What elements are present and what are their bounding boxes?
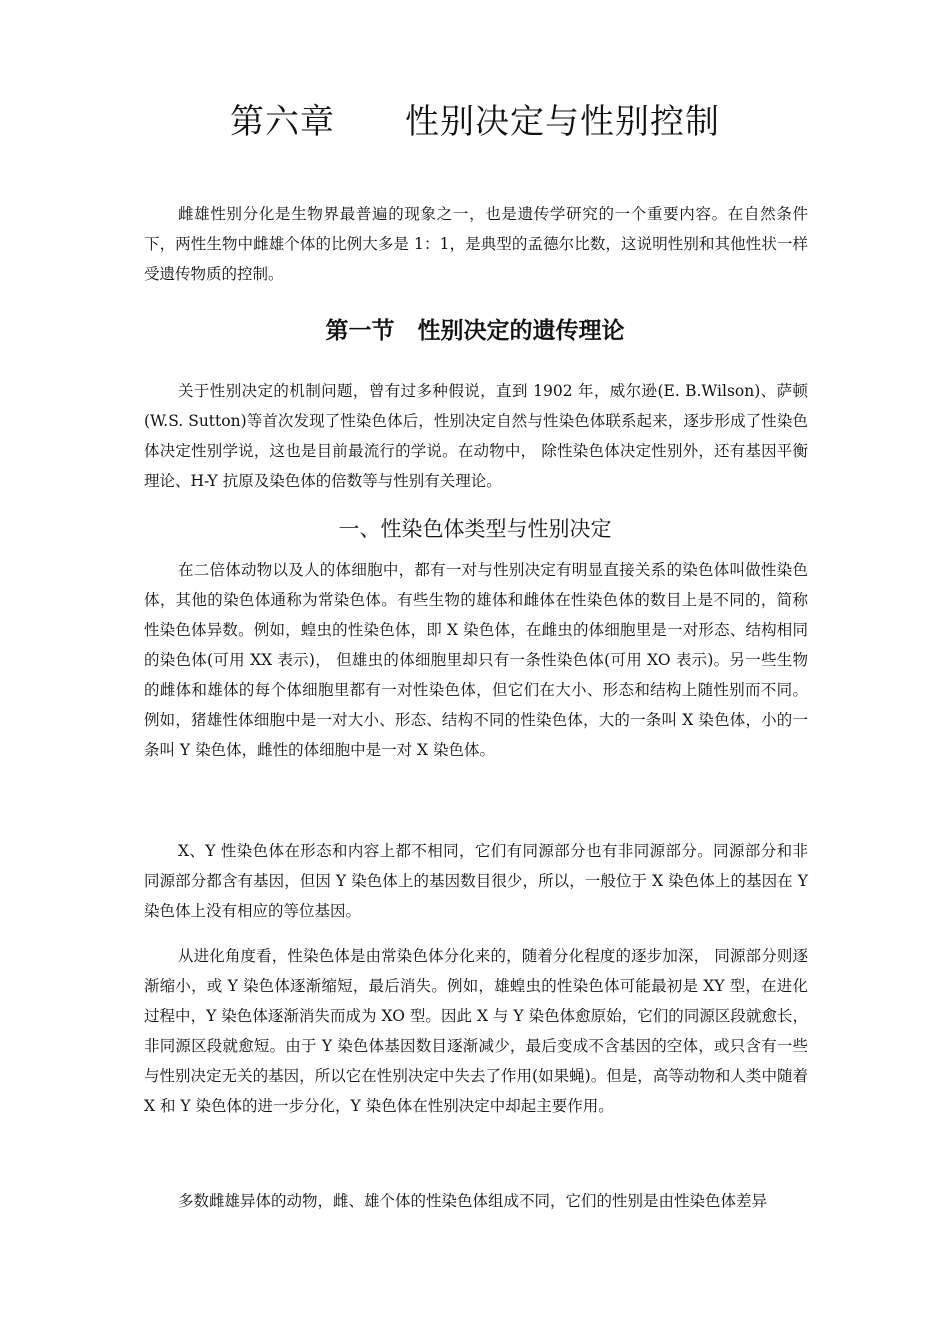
body-paragraph: 在二倍体动物以及人的体细胞中，都有一对与性别决定有明显直接关系的染色体叫做性染色体，其他的染色体通称为常染色体。有些生物的雄体和雌体在性染色体的数目上是不同的，简称性染色体异数。例如，蝗虫的性染色体，即 X 染色体，在雌虫的体细胞里是一对形态、结构相同的染色体(可用 XX 表示)， 但雄虫的体细胞里却只有一条性染色体(可用 XO 表示)。另一些生物的雌体和雄体的每个体细胞里都有一对性染色体，但它们在大小、形态和结构上随性别而不同。例如，猪雄性体细胞中是一对大小、形态、结构不同的性染色体，大的一条叫 X 染色体，小的一条叫 Y 染色体，雌性的体细胞中是一对 X 染色体。 — [144, 561, 808, 759]
chapter-title: 第六章 性别决定与性别控制 — [230, 102, 720, 142]
intro-paragraph: 雌雄性别分化是生物界最普遍的现象之一，也是遗传学研究的一个重要内容。在自然条件下，两性生物中雌雄个体的比例大多是 1：1，是典型的孟德尔比数，这说明性别和其他性状一样受遗传物质的控制。 — [144, 205, 808, 283]
subsection-title: 一、性染色体类型与性别决定 — [338, 517, 612, 541]
body-paragraph: 从进化角度看，性染色体是由常染色体分化来的，随着分化程度的逐步加深， 同源部分则逐渐缩小，或 Y 染色体逐渐缩短，最后消失。例如，雄蝗虫的性染色体可能最初是 XY 型，在进化过程中，Y 染色体逐渐消失而成为 XO 型。因此 X 与 Y 染色体愈原始，它们的同源区段就愈长，非同源区段就愈短。由于 Y 染色体基因数目逐渐减少，最后变成不含基因的空体，或只含有一些与性别决定无关的基因，所以它在性别决定中失去了作用(如果蝇)。但是，高等动物和人类中随着 X 和 Y 染色体的进一步分化，Y 染色体在性别决定中却起主要作用。 — [144, 947, 808, 1115]
body-paragraph: 多数雌雄异体的动物，雌、雄个体的性染色体组成不同，它们的性别是由性染色体差异 — [178, 1192, 768, 1210]
section-title: 第一节 性别决定的遗传理论 — [325, 318, 625, 344]
body-paragraph: X、Y 性染色体在形态和内容上都不相同，它们有同源部分也有非同源部分。同源部分和非同源部分都含有基因，但因 Y 染色体上的基因数目很少，所以，一般位于 X 染色体上的基因在 Y 染色体上没有相应的等位基因。 — [144, 842, 808, 920]
section-paragraph: 关于性别决定的机制问题，曾有过多种假说，直到 1902 年，威尔逊(E. B.Wilson)、萨顿(W.S. Sutton)等首次发现了性染色体后，性别决定自然与性染色体联系起来，逐步形成了性染色体决定性别学说，这也是目前最流行的学说。在动物中， 除性染色体决定性别外，还有基因平衡理论、H-Y 抗原及染色体的倍数等与性别有关理论。 — [144, 382, 808, 490]
